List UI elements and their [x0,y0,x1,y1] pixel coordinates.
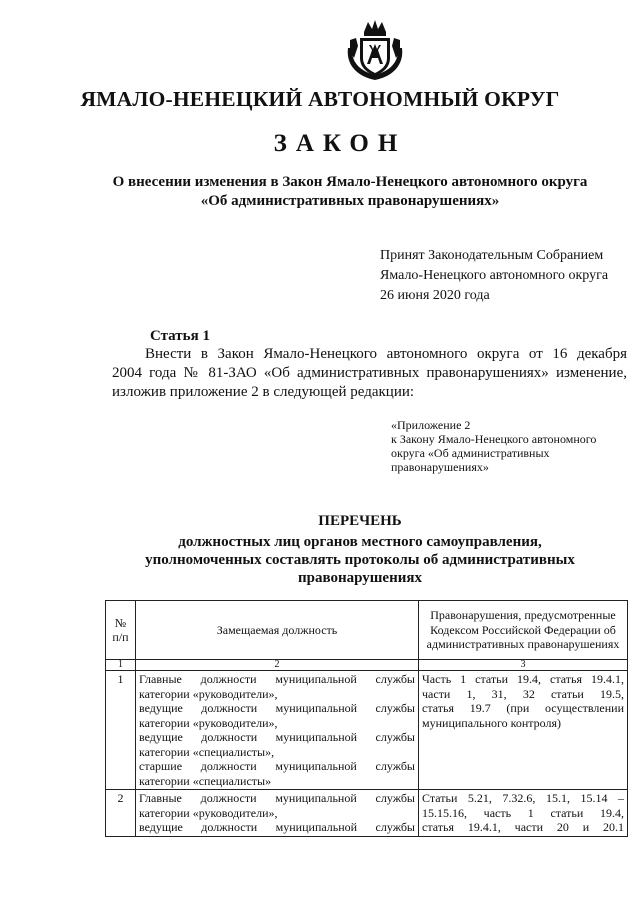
position-line: категории «специалисты», [139,744,275,759]
position-line: старшие должности муниципальной службы [139,759,415,773]
list-subtitle-line: должностных лиц органов местного самоуправления, [178,534,542,550]
offenses-line: части 1, 31, 32 статьи 19.5, [422,686,624,701]
position-cell [136,790,419,837]
position-line: категории «руководители», [139,715,278,730]
column-number: 1 [106,660,136,671]
region-title: ЯМАЛО-НЕНЕЦКИЙ АВТОНОМНЫЙ ОКРУГ [80,87,560,111]
column-number: 2 [136,660,419,671]
offenses-line: Статьи 5.21, 7.32.6, 15.1, 15.14 – [422,791,624,805]
position-line: Главные должности муниципальной службы [139,791,415,805]
appendix-line: «Приложение 2 [391,418,471,432]
table-header-row [106,601,628,660]
offenses-cell [419,790,628,837]
header-num: № п/п [106,601,136,660]
article-line: изложив приложение 2 в следующей редакции: [112,384,415,400]
article-line: 2004 года № 81-ЗАО «Об административных правонарушениях» изменение, [112,365,627,381]
position-line: ведущие должности муниципальной службы [139,820,415,834]
offenses-line: статья 19.7 (при осуществлении [422,701,624,715]
row-number: 2 [106,790,136,837]
position-line: Главные должности муниципальной службы [139,672,415,686]
document-type: ЗАКОН [273,130,407,157]
offenses-line: Часть 1 статьи 19.4, статья 19.4.1, [422,672,624,686]
table-row [106,671,628,790]
list-subtitle [0,533,640,587]
column-number-row [106,660,628,671]
adoption-note [380,246,608,306]
table-row [106,790,628,837]
list-subtitle-line: правонарушениях [298,570,422,586]
list-subtitle-line: уполномоченных составлять протоколы об административных [145,552,575,568]
offenses-line: муниципального контроля) [422,715,562,730]
article-body [112,345,627,402]
offenses-cell [419,671,628,790]
row-number: 1 [106,671,136,790]
article-line: Внести в Закон Ямало-Ненецкого автономного округа от 16 декабря [145,346,627,362]
adoption-date: 26 июня 2020 года [380,288,490,303]
appendix-line: к Закону Ямало-Ненецкого автономного [391,432,597,446]
article-title: Статья 1 [150,328,210,344]
position-line: ведущие должности муниципальной службы [139,701,415,715]
coat-of-arms-emblem [342,18,408,84]
column-number: 3 [419,660,628,671]
header-position: Замещаемая должность [136,601,419,660]
position-cell [136,671,419,790]
adoption-line: Ямало-Ненецкого автономного округа [380,268,609,283]
appendix-line: округа «Об административных [391,446,550,460]
list-title: ПЕРЕЧЕНЬ [318,513,402,529]
officials-table [105,600,628,837]
offenses-line: статья 19.4.1, части 20 и 20.1 [422,820,624,834]
adoption-line: Принят Законодательным Собранием [380,248,604,263]
appendix-reference [391,418,631,474]
offenses-line: 15.15.16, часть 1 статьи 19.4, [422,805,624,820]
header-offenses: Правонарушения, предусмотренные Кодексом Российской Федерации об административных правонарушениях [419,601,628,660]
position-line: категории «руководители», [139,686,278,701]
position-line: ведущие должности муниципальной службы [139,730,415,744]
position-line: категории «руководители», [139,805,278,820]
appendix-line: правонарушениях» [391,460,489,474]
position-line: категории «специалисты» [139,773,272,788]
law-title-line: «Об административных правонарушениях» [200,193,500,209]
law-title [0,173,640,211]
law-title-line: О внесении изменения в Закон Ямало-Ненецкого автономного округа [112,174,588,190]
